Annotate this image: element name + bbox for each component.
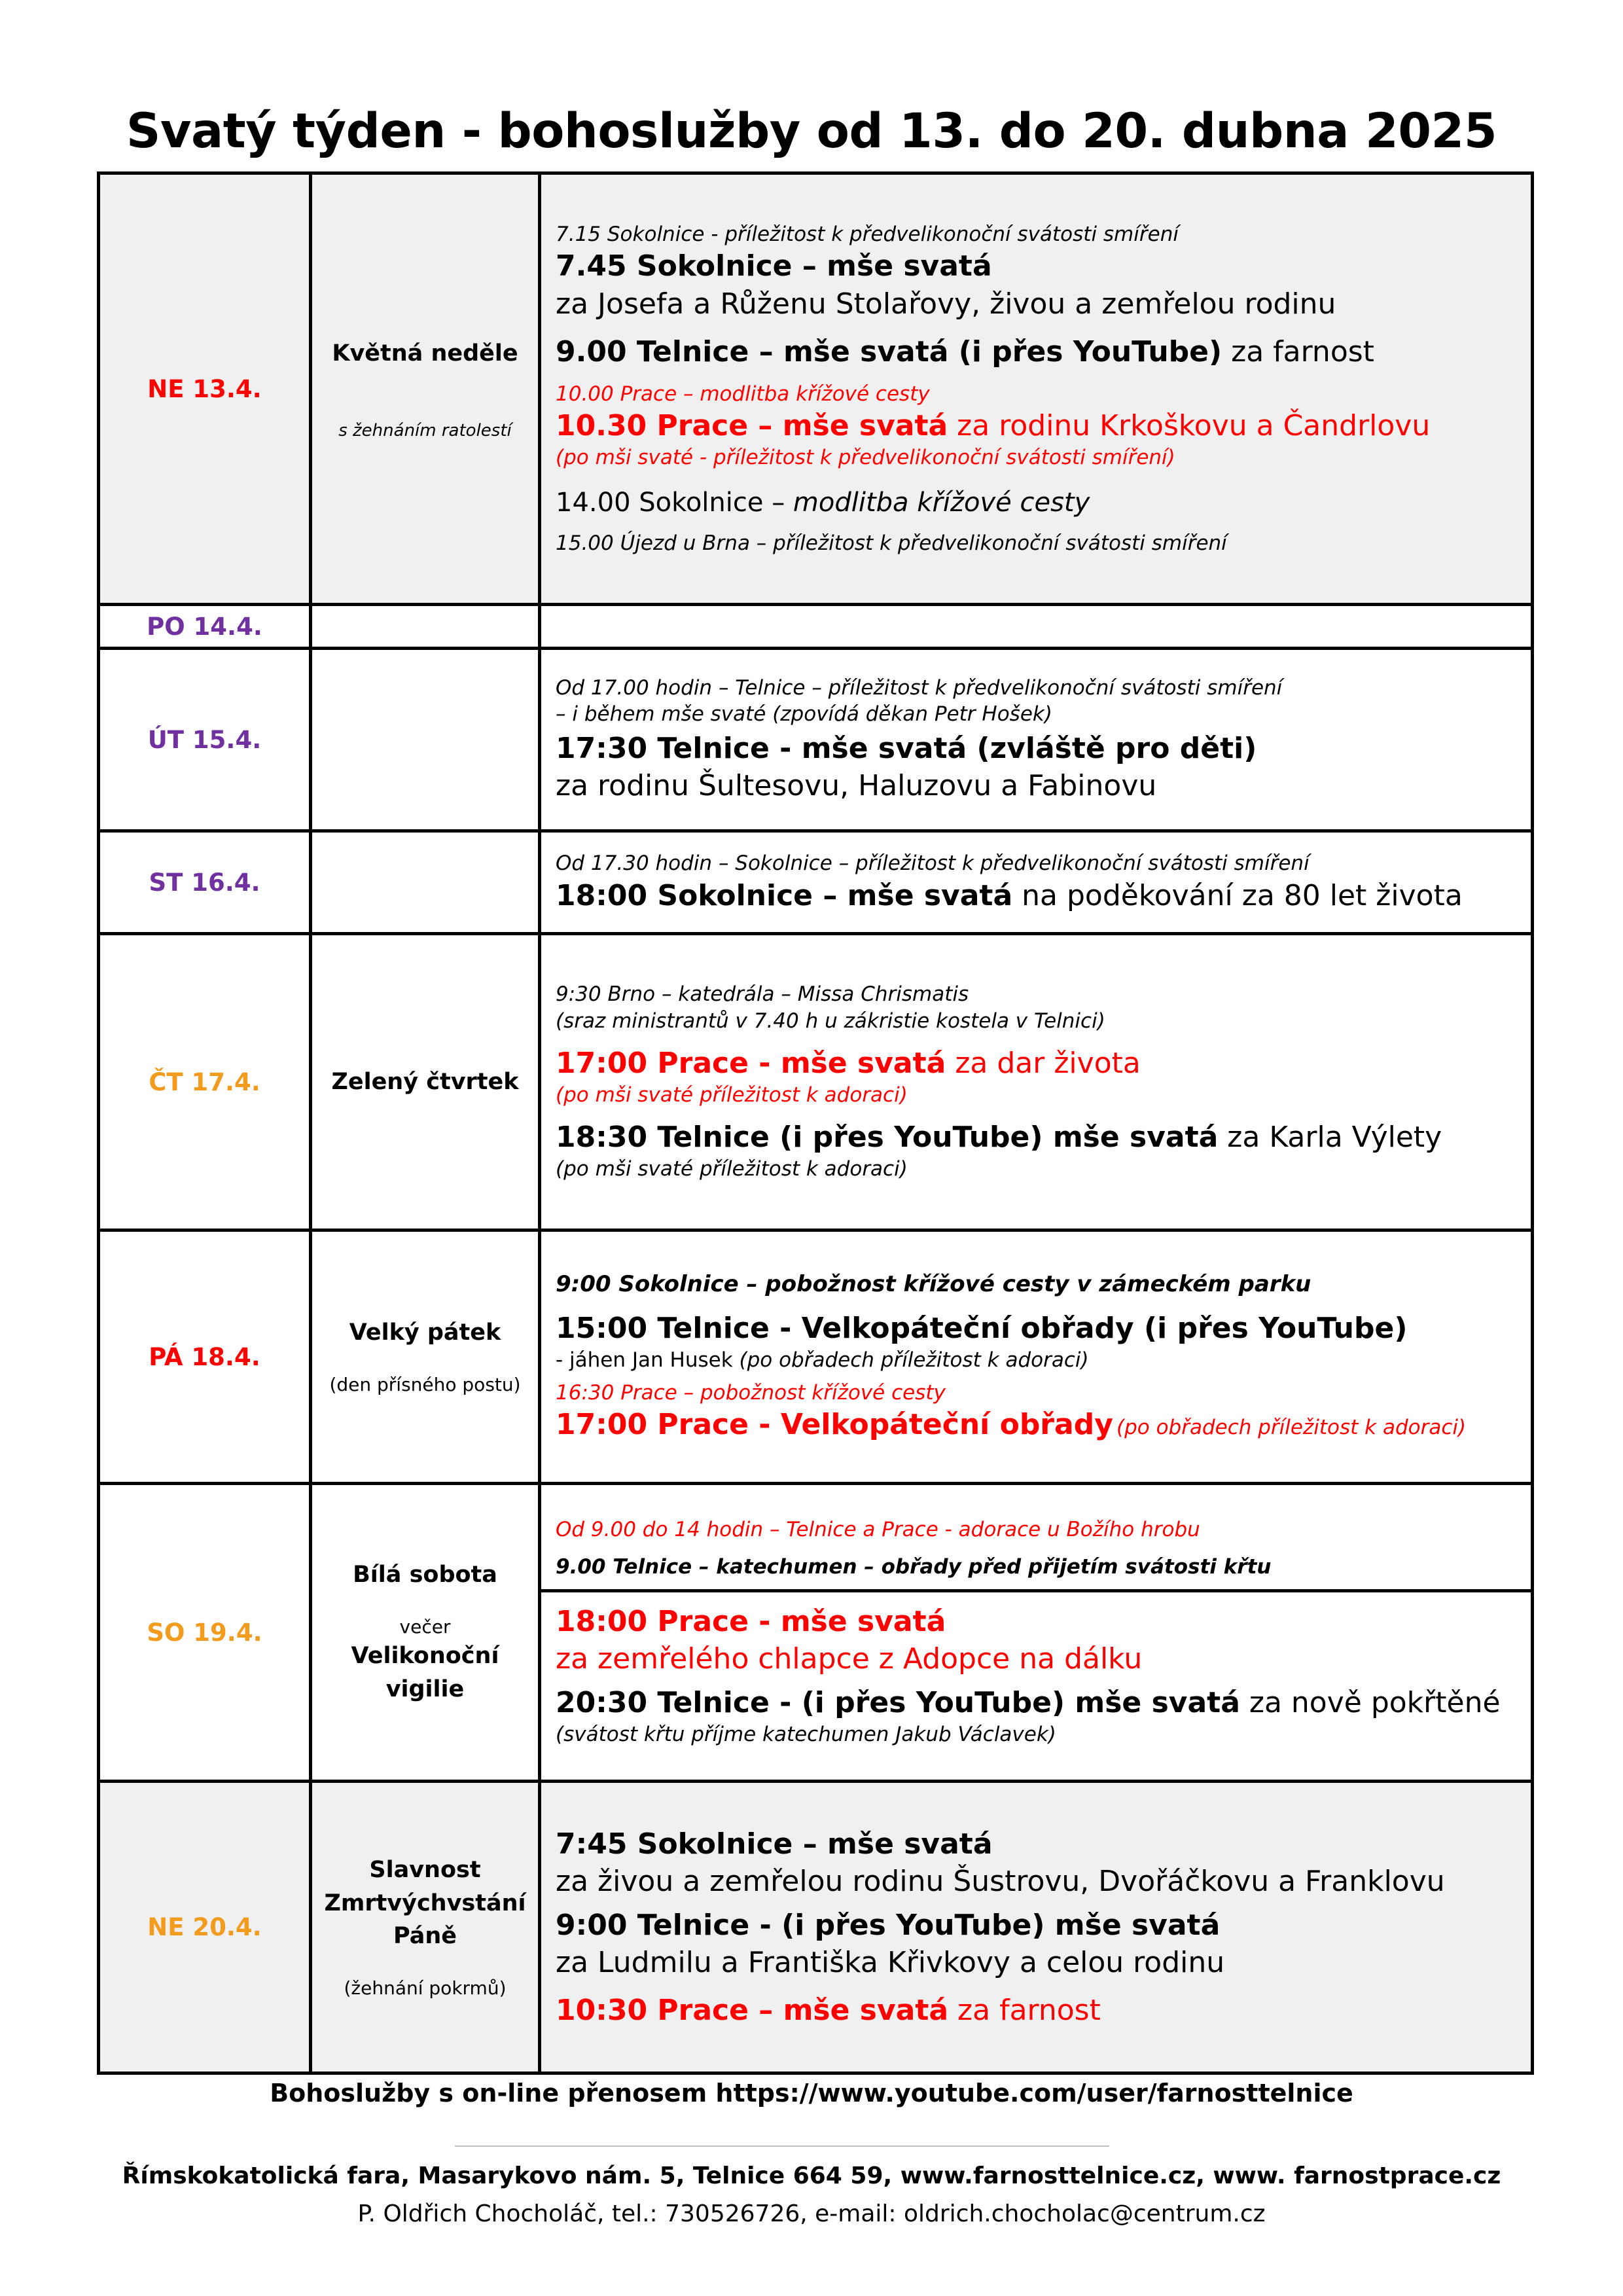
day-cell: ÚT 15.4. <box>99 649 311 831</box>
schedule-line: Od 9.00 do 14 hodin – Telnice a Prace - adorace u Božího hrobu <box>556 1518 1200 1542</box>
schedule-line: 16:30 Prace – pobožnost křížové cesty <box>556 1381 946 1405</box>
schedule-line <box>556 1119 1520 1156</box>
schedule-cell <box>540 831 1533 934</box>
schedule-line: – i během mše svaté (zpovídá děkan Petr Hošek) <box>556 702 1052 726</box>
liturgical-day-cell <box>311 649 540 831</box>
schedule-line: (sraz ministrantů v 7.40 h u zákristie kostela v Telnici) <box>556 1009 1105 1033</box>
schedule-line: (svátost křtu příjme katechumen Jakub Václavek) <box>556 1723 1056 1747</box>
liturgical-day-cell <box>311 1484 540 1782</box>
table-row <box>99 934 1533 1230</box>
day-cell: NE 13.4. <box>99 173 311 605</box>
table-row <box>99 649 1533 831</box>
schedule-line: 7.45 Sokolnice – mše svatá <box>556 249 992 283</box>
schedule-line: za Ludmilu a Františka Křivkovy a celou rodinu <box>556 1946 1225 1980</box>
schedule-line: za živou a zemřelou rodinu Šustrovu, Dvořáčkovu a Franklovu <box>556 1864 1445 1898</box>
schedule-line: 9:30 Brno – katedrála – Missa Chrismatis <box>556 982 969 1007</box>
mass-heading: 10.30 Prace – mše svatá <box>556 409 948 443</box>
mass-intention: na poděkování za 80 let života <box>1012 878 1463 912</box>
mass-intention: za nově pokřtěné <box>1240 1686 1501 1720</box>
day-cell: SO 19.4. <box>99 1484 311 1782</box>
event: modlitba křížové cesty <box>793 487 1090 518</box>
schedule-line: za Josefa a Růženu Stolařovy, živou a zemřelou rodinu <box>556 287 1336 321</box>
table-row <box>99 1230 1533 1484</box>
schedule-cell <box>540 1230 1533 1484</box>
mass-intention: za Karla Výlety <box>1218 1121 1442 1155</box>
liturgical-day-cell <box>311 1782 540 2073</box>
schedule-cell <box>540 605 1533 649</box>
mass-intention: za rodinu Krkoškovu a Čandrlovu <box>948 409 1431 443</box>
schedule-line: 9:00 Sokolnice – pobožnost křížové cesty v zámeckém parku <box>556 1271 1311 1298</box>
schedule-line: 15.00 Újezd u Brna – příležitost k předvelikonoční svátosti smíření <box>556 531 1227 555</box>
adoration-note: (po obřadech příležitost k adoraci) <box>1116 1416 1467 1440</box>
schedule-cell <box>540 173 1533 605</box>
schedule-line <box>556 407 1520 444</box>
schedule-line <box>556 1406 1520 1443</box>
schedule-line <box>556 1347 1520 1373</box>
online-broadcast-note: Bohoslužby s on-line přenosem https://www.youtube.com/user/farnosttelnice <box>270 2079 1353 2108</box>
schedule-line: za rodinu Šultesovu, Haluzovu a Fabinovu <box>556 769 1157 803</box>
liturgical-day-name: vigilie <box>385 1676 465 1702</box>
day-cell: ST 16.4. <box>99 831 311 934</box>
mass-heading: 9.00 Telnice – mše svatá (i přes YouTube) <box>556 334 1222 368</box>
table-row <box>99 1484 1533 1782</box>
liturgical-day-cell <box>311 173 540 605</box>
schedule-cell <box>540 1484 1533 1782</box>
day-cell: PÁ 18.4. <box>99 1230 311 1484</box>
schedule-line: 7:45 Sokolnice – mše svatá <box>556 1827 993 1861</box>
schedule-line: 9.00 Telnice – katechumen – obřady před přijetím svátosti křtu <box>556 1554 1272 1579</box>
liturgical-day-name: Velký pátek <box>349 1319 501 1346</box>
schedule-line <box>556 1045 1520 1082</box>
mass-heading: 18:30 Telnice (i přes YouTube) mše svatá <box>556 1121 1219 1155</box>
schedule-line: 9:00 Telnice - (i přes YouTube) mše svatá <box>556 1908 1221 1942</box>
adoration-note: (po obřadech příležitost k adoraci) <box>739 1348 1089 1372</box>
mass-heading: 18:00 Sokolnice – mše svatá <box>556 878 1013 912</box>
schedule-line: 15:00 Telnice - Velkopáteční obřady (i přes YouTube) <box>556 1311 1408 1345</box>
parish-address: Římskokatolická fara, Masarykovo nám. 5, Telnice 664 59, www.farnosttelnice.cz, www. farnostprace.cz <box>122 2162 1501 2189</box>
schedule-line: 10.00 Prace – modlitba křížové cesty <box>556 382 930 406</box>
schedule-line <box>556 877 1520 914</box>
mass-heading: 20:30 Telnice - (i přes YouTube) mše svatá <box>556 1686 1240 1720</box>
liturgical-day-cell <box>311 934 540 1230</box>
liturgical-day-note: (žehnání pokrmů) <box>344 1977 507 2000</box>
mass-intention: za farnost <box>1222 334 1374 368</box>
footer-divider <box>455 2145 1109 2147</box>
schedule-line <box>556 333 1520 370</box>
day-cell: NE 20.4. <box>99 1782 311 2073</box>
liturgical-day-name: Zmrtvýchvstání <box>324 1890 526 1916</box>
deacon: - jáhen Jan Husek <box>556 1348 740 1372</box>
mass-heading: 17:00 Prace - Velkopáteční obřady <box>556 1408 1113 1442</box>
liturgical-day-cell <box>311 605 540 649</box>
liturgical-day-note: (den přísného postu) <box>329 1373 521 1395</box>
schedule-line <box>556 486 1520 520</box>
mass-heading: 10:30 Prace – mše svatá <box>556 1994 949 2028</box>
schedule-line: 18:00 Prace - mše svatá <box>556 1604 946 1638</box>
schedule-line: Od 17.00 hodin – Telnice – příležitost k předvelikonoční svátosti smíření <box>556 675 1283 700</box>
schedule-line <box>556 1684 1520 1721</box>
schedule-cell <box>540 1782 1533 2073</box>
table-row <box>99 831 1533 934</box>
schedule-line: (po mši svaté - příležitost k předvelikonoční svátosti smíření) <box>556 446 1175 470</box>
liturgical-day-note: večer <box>399 1616 451 1638</box>
table-row <box>99 1782 1533 2073</box>
liturgical-day-cell <box>311 831 540 934</box>
liturgical-day-name: Bílá sobota <box>353 1562 497 1588</box>
table-row <box>99 173 1533 605</box>
mass-heading: 17:00 Prace - mše svatá <box>556 1046 946 1080</box>
table-row <box>99 605 1533 649</box>
liturgical-day-name: Květná neděle <box>332 340 518 367</box>
liturgical-day-name: Zelený čtvrtek <box>331 1068 519 1095</box>
schedule-line: Od 17.30 hodin – Sokolnice – příležitost k předvelikonoční svátosti smíření <box>556 852 1310 876</box>
schedule-line <box>556 1992 1520 2029</box>
liturgical-day-name: Páně <box>393 1923 457 1950</box>
liturgical-day-cell <box>311 1230 540 1484</box>
day-cell: ČT 17.4. <box>99 934 311 1230</box>
day-cell: PO 14.4. <box>99 605 311 649</box>
page-title: Svatý týden - bohoslužby od 13. do 20. dubna 2025 <box>126 103 1497 159</box>
mass-intention: za farnost <box>948 1994 1101 2028</box>
liturgical-day-name: Velikonoční <box>351 1643 499 1670</box>
liturgical-day-note: s žehnáním ratolestí <box>338 421 512 441</box>
row-divider <box>541 1589 1531 1592</box>
schedule-cell <box>540 649 1533 831</box>
location: 14.00 Sokolnice – <box>556 487 793 518</box>
schedule-line: (po mši svaté příležitost k adoraci) <box>556 1083 908 1107</box>
schedule-table <box>97 171 1534 2075</box>
liturgical-day-name: Slavnost <box>369 1856 481 1883</box>
schedule-line: 17:30 Telnice - mše svatá (zvláště pro děti) <box>556 732 1257 766</box>
schedule-line: (po mši svaté příležitost k adoraci) <box>556 1157 908 1181</box>
schedule-line: za zemřelého chlapce z Adopce na dálku <box>556 1642 1143 1676</box>
schedule-cell <box>540 934 1533 1230</box>
schedule-line: 7.15 Sokolnice - příležitost k předvelikonoční svátosti smíření <box>556 223 1179 247</box>
mass-intention: za dar života <box>946 1046 1141 1080</box>
priest-contact: P. Oldřich Chocholáč, tel.: 730526726, e-mail: oldrich.chocholac@centrum.cz <box>357 2200 1266 2227</box>
